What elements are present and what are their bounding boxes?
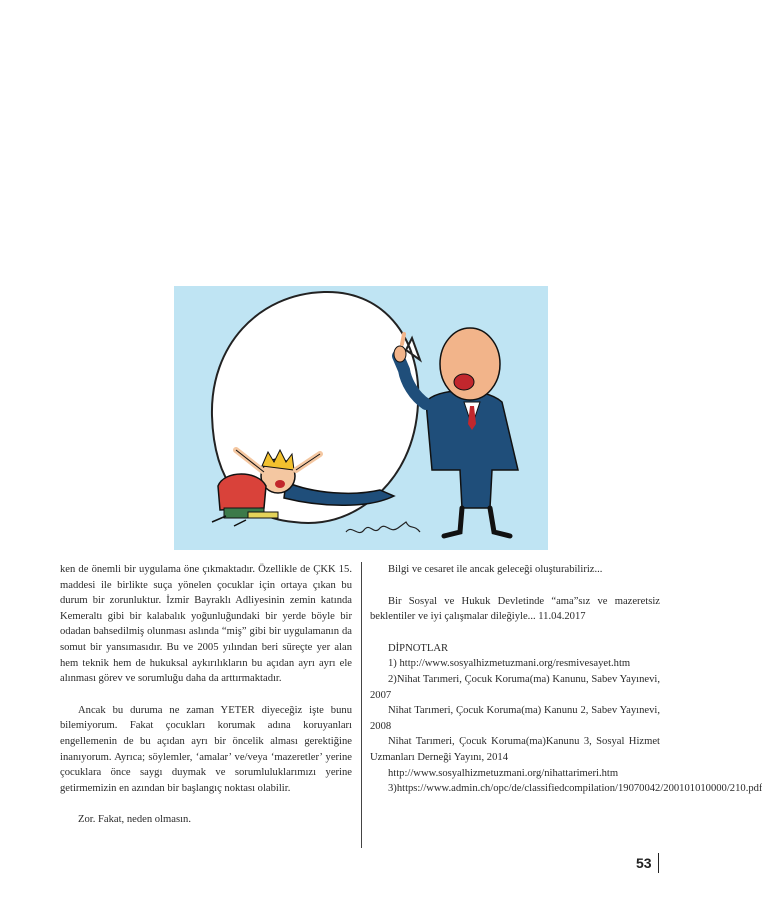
artist-signature — [346, 522, 420, 533]
cartoon-illustration — [174, 286, 548, 550]
column-divider — [361, 562, 362, 848]
page-number: 53 — [636, 855, 652, 871]
left-column — [60, 562, 352, 828]
left-paragraph-3: Zor. Fakat, neden olmasın. — [78, 814, 191, 826]
page-number-bar — [658, 853, 659, 873]
left-paragraph-1: ken de önemli bir uygulama öne çıkmaktadır. Özellikle de ÇKK 15. maddesi ile birlikte suça yönelen çocuklar için ortaya çıkan bu durum bir zorunluktur. İzmir Bayraklı Adliyesinin zemin katında Kemeraltı gibi bir kalabalık yoğunluğundaki bir yerde böyle bir odadan bahsedilmiş olunması aslında “miş” gibi bir uygulamanın da somut bir yansımasıdır. Bu ve 2005 yılından beri süreçte yer alan hem teknik hem de hukuksal aykırılıkların bu açıdan ayrı ayrı ele alınması görev ve sorumluğu daha da arttırmaktadır. — [60, 564, 352, 685]
right-column — [370, 562, 762, 797]
cartoon-drawing — [174, 286, 548, 550]
footnote-1: 1) http://www.sosyalhizmetuzmani.org/resmivesayet.htm — [388, 658, 631, 670]
left-paragraph-2: Ancak bu duruma ne zaman YETER diyeceğiz işte bunu bilemiyorum. Fakat çocukları korumak adına koruyanları engellemenin de bu açıdan ayrı bir öncelik alması gerektiğine inanıyorum. Ayrıca; söylemler, ‘amalar’ ve/veya ‘mazeretler’ yerine çocuklara önce saygı duymak ve sorumluluklarımızı yerine getirmemizin en azından bir başlangıç noktası olabilir. — [60, 704, 352, 794]
footnote-2: 2)Nihat Tarımeri, Çocuk Koruma(ma) Kanunu, Sabev Yayınevi, 2007 — [370, 673, 660, 701]
footnote-6: 3)https://www.admin.ch/opc/de/classifiedcompilation/19070042/200101010000/210.pdf — [388, 783, 762, 795]
backpack — [218, 474, 266, 510]
right-paragraph-1: Bilgi ve cesaret ile ancak geleceği oluşturabiliriz... — [388, 564, 603, 575]
right-paragraph-2: Bir Sosyal ve Hukuk Devletinde “ama”sız ve mazeretsiz beklentiler ve iyi çalışmalar dileğiyle... 11.04.2017 — [370, 595, 660, 623]
footnote-4: Nihat Tarımeri, Çocuk Koruma(ma)Kanunu 3, Sosyal Hizmet Uzmanları Derneği Yayını, 2014 — [370, 736, 660, 763]
footnote-3: Nihat Tarımeri, Çocuk Koruma(ma) Kanunu 2, Sabev Yayınevi, 2008 — [370, 705, 660, 732]
footnotes-title: DİPNOTLAR — [388, 642, 449, 654]
footnote-5: http://www.sosyalhizmetuzmani.org/nihattarimeri.htm — [388, 767, 619, 779]
